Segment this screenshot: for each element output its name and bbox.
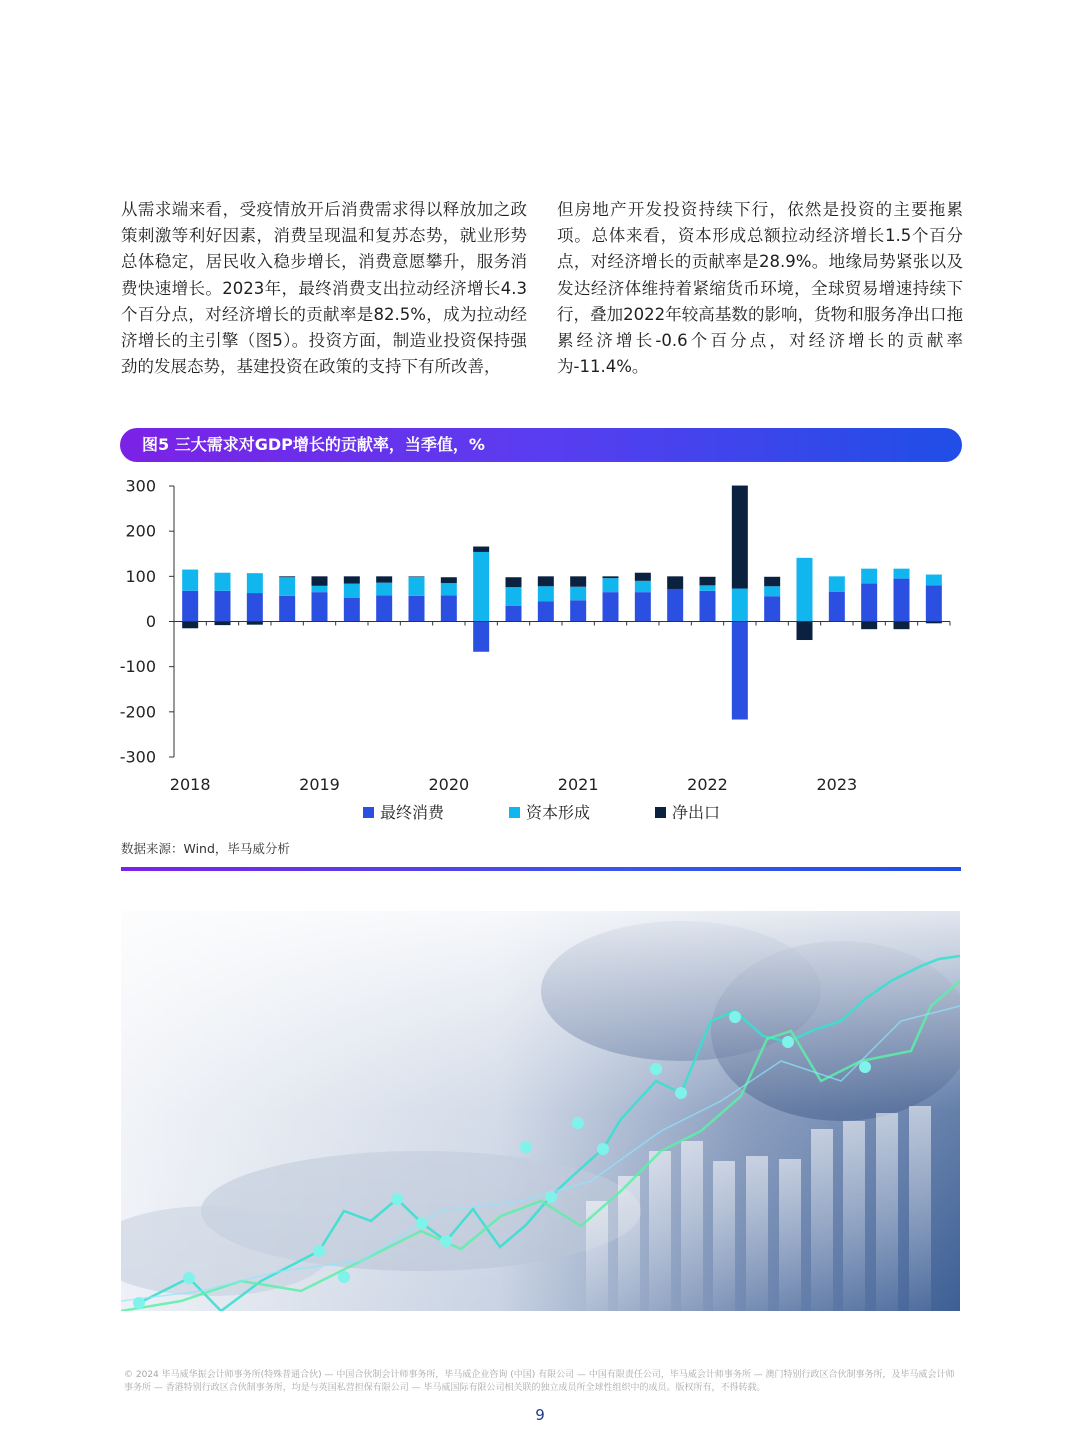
bar-netexport-2019Q1 [312, 576, 328, 585]
bar-netexport-2018Q4 [279, 576, 295, 577]
y-tick-label: 300 [125, 476, 156, 496]
bar-consumption-2020Q4 [538, 601, 554, 621]
y-tick-label: 200 [125, 521, 156, 541]
y-tick-label: -200 [119, 702, 156, 722]
page-number: 9 [535, 1406, 545, 1424]
bar-consumption-2020Q1 [441, 595, 457, 621]
bar-consumption-2021Q2 [603, 592, 619, 621]
y-tick-label: 100 [125, 566, 156, 586]
figure-title-bar [120, 428, 962, 462]
x-year-label: 2019 [299, 775, 340, 794]
bar-consumption-2021Q3 [635, 592, 651, 621]
bar-consumption-2019Q1 [312, 592, 328, 621]
bar-netexport-2022Q1 [700, 577, 716, 586]
bar-consumption-2023Q4 [926, 585, 942, 621]
bar-netexport-2023Q3 [894, 622, 910, 630]
legend-swatch-2 [509, 807, 520, 818]
bar-netexport-2021Q4 [667, 576, 683, 589]
bar-netexport-2021Q1 [570, 576, 586, 586]
bar-netexport-2021Q2 [603, 576, 619, 578]
bar-consumption-2018Q1 [182, 591, 198, 622]
bar-consumption-2019Q3 [376, 595, 392, 621]
bar-netexport-2020Q1 [441, 577, 457, 583]
bar-consumption-2018Q2 [215, 591, 231, 622]
figure-title: 图5 三大需求对GDP增长的贡献率，当季值，% [142, 435, 485, 454]
x-year-label: 2022 [687, 775, 728, 794]
financial-growth-photo [121, 911, 960, 1311]
stacked-bar-chart [110, 470, 970, 835]
body-paragraph-right: 但房地产开发投资持续下行，依然是投资的主要拖累项。总体来看，资本形成总额拉动经济增长1.5个百分点，对经济增长的贡献率是28.9%。地缘局势紧张以及发达经济体维持着紧缩货币环境，全球贸易增速持续下行，叠加2022年较高基数的影响，货物和服务净出口拖累经济增长-0.6个百分点，对经济增长的贡献率为-11.4%。 [557, 200, 963, 377]
bar-capital-2019Q2 [344, 584, 360, 598]
y-tick-label: -300 [119, 747, 156, 767]
legend-label-1: 最终消费 [380, 803, 445, 822]
bar-consumption-2018Q3 [247, 593, 263, 621]
bar-netexport-2019Q2 [344, 576, 360, 583]
bar-netexport-2020Q2 [473, 547, 489, 552]
bar-capital-2020Q4 [538, 586, 554, 601]
body-paragraph-left: 从需求端来看，受疫情放开后消费需求得以释放加之政策刺激等利好因素，消费呈现温和复苏态势，就业形势总体稳定，居民收入稳步增长，消费意愿攀升，服务消费快速增长。2023年，最终消费支出拉动经济增长4.3个百分点，对经济增长的贡献率是82.5%，成为拉动经济增长的主引擎（图5）。投资方面，制造业投资保持强劲的发展态势，基建投资在政策的支持下有所改善， [121, 200, 527, 377]
bar-consumption-2021Q1 [570, 600, 586, 621]
bar-capital-2021Q1 [570, 587, 586, 601]
bar-netexport-2020Q4 [538, 576, 554, 586]
bar-consumption-2023Q2 [861, 584, 877, 622]
bar-capital-2019Q4 [409, 577, 425, 596]
bar-netexport-2018Q2 [215, 622, 231, 626]
legend-label-3: 净出口 [672, 803, 721, 822]
bar-capital-2018Q4 [279, 577, 295, 596]
bar-consumption-2022Q1 [700, 591, 716, 622]
bar-capital-2021Q3 [635, 581, 651, 592]
bar-capital-2018Q3 [247, 573, 263, 593]
bar-capital-2023Q1 [829, 576, 845, 591]
bar-netexport-2023Q2 [861, 622, 877, 630]
bar-netexport-2019Q3 [376, 576, 392, 582]
bar-consumption-2020Q2 [473, 622, 489, 652]
bar-netexport-2019Q4 [409, 576, 425, 577]
data-source: 数据来源：Wind，毕马威分析 [121, 841, 290, 856]
bar-capital-2022Q4 [797, 558, 813, 622]
bar-capital-2023Q2 [861, 569, 877, 584]
bar-netexport-2021Q3 [635, 573, 651, 581]
bar-netexport-2022Q4 [797, 622, 813, 640]
bar-capital-2023Q4 [926, 575, 942, 586]
x-year-label: 2021 [557, 775, 599, 794]
bar-capital-2019Q1 [312, 586, 328, 592]
bar-capital-2019Q3 [376, 583, 392, 596]
x-year-label: 2023 [816, 775, 858, 794]
bar-capital-2020Q3 [506, 587, 522, 606]
bar-consumption-2019Q2 [344, 598, 360, 621]
bar-consumption-2019Q4 [409, 596, 425, 622]
bar-netexport-2022Q3 [764, 577, 780, 586]
bar-capital-2023Q3 [894, 569, 910, 579]
bar-capital-2018Q1 [182, 570, 198, 591]
legend-swatch-1 [363, 807, 374, 818]
y-tick-label: -100 [119, 657, 156, 677]
footer-legal-text: © 2024 毕马威华振会计师事务所(特殊普通合伙) — 中国合伙制会计师事务所，毕马威企业咨询 (中国) 有限公司 — 中国有限责任公司，毕马威会计师事务所 — 澳门特别行政区合伙制事务所，及毕马威会计师事务所 — 香港特别行政区合伙制事务所，均是与英国私营担保有限公司 — 毕马威国际有限公司相关联的独立成员所全球性组织中的成员。版权所有，不得转载。 [124, 1370, 955, 1393]
legend-swatch-3 [655, 807, 666, 818]
bar-capital-2020Q2 [473, 552, 489, 622]
bar-capital-2020Q1 [441, 583, 457, 595]
bar-consumption-2022Q3 [764, 596, 780, 621]
bar-netexport-2018Q1 [182, 622, 198, 629]
divider-line [121, 867, 961, 871]
bar-capital-2022Q1 [700, 585, 716, 590]
bar-capital-2022Q3 [764, 586, 780, 596]
y-tick-label: 0 [145, 612, 156, 631]
bar-netexport-2022Q2 [732, 486, 748, 589]
bar-capital-2018Q2 [215, 573, 231, 591]
legend-label-2: 资本形成 [526, 803, 591, 822]
bar-capital-2022Q2 [732, 589, 748, 622]
x-year-label: 2020 [428, 775, 470, 794]
bar-capital-2021Q2 [603, 578, 619, 592]
bar-netexport-2020Q3 [506, 577, 522, 587]
bar-consumption-2023Q1 [829, 592, 845, 622]
x-year-label: 2018 [169, 775, 211, 794]
bar-consumption-2023Q3 [894, 579, 910, 622]
bar-consumption-2021Q4 [667, 589, 683, 622]
bar-consumption-2018Q4 [279, 596, 295, 622]
bar-consumption-2020Q3 [506, 606, 522, 622]
bar-consumption-2022Q2 [732, 622, 748, 720]
